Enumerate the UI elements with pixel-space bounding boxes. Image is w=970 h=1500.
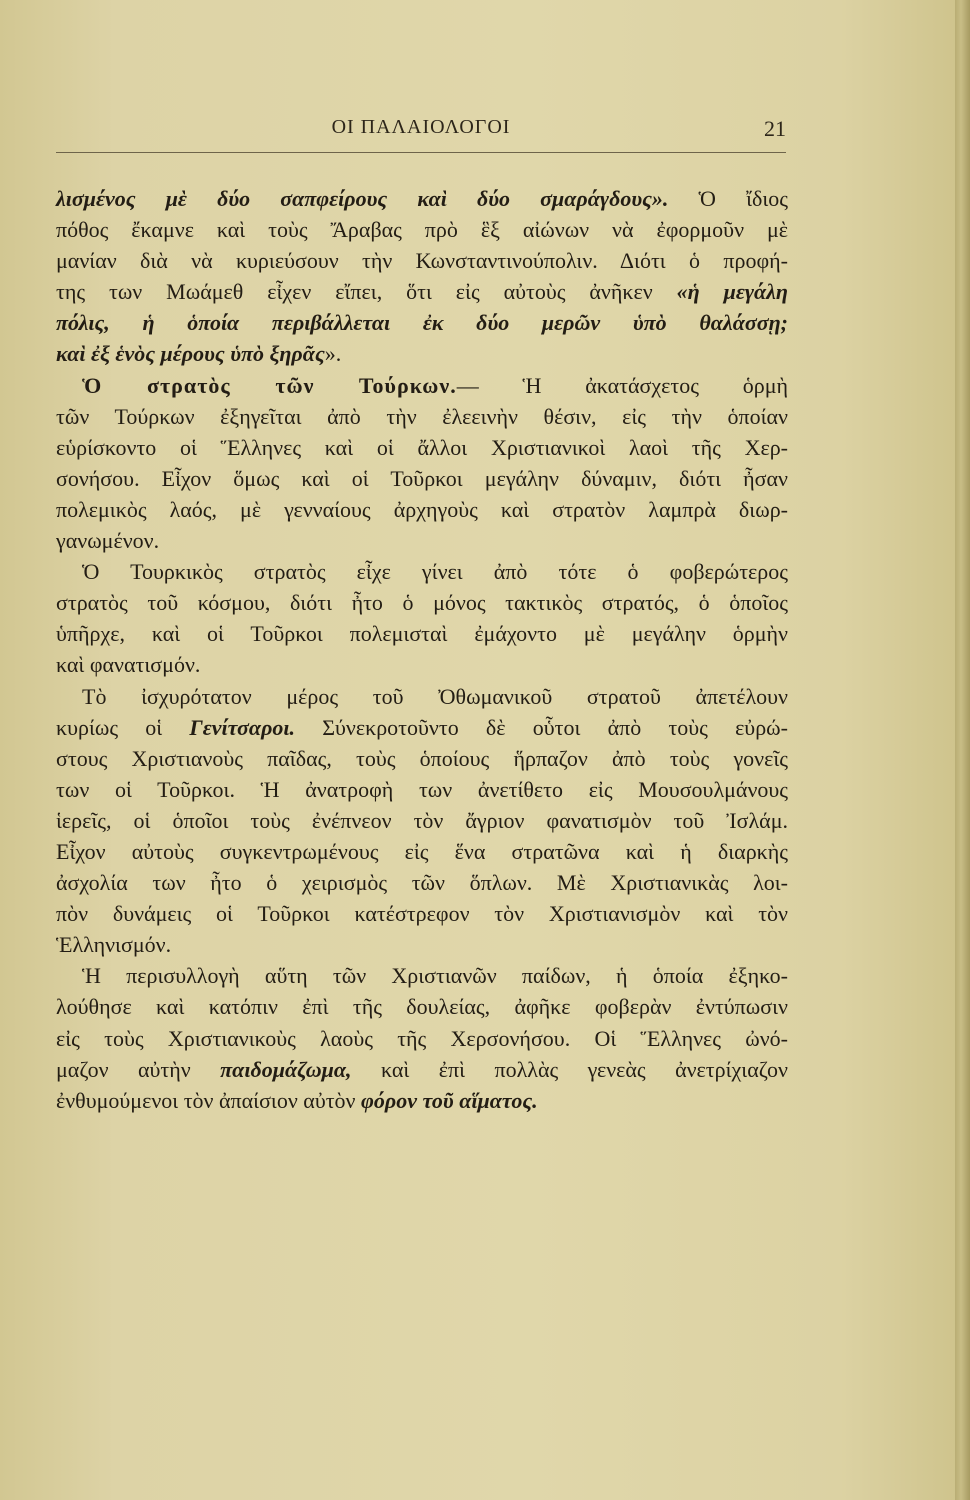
section-heading: Ὁ στρατὸς τῶν Τούρκων.	[82, 372, 457, 398]
text-run: πὸν δυνάμεις οἱ Τοῦρκοι κατέστρεφον τὸν Χριστιανισμὸν καὶ τὸν	[56, 901, 788, 927]
text-run: εὑρίσκοντο οἱ Ἕλληνες καὶ οἱ ἄλλοι Χριστιανικοὶ λαοὶ τῆς Χερ-	[56, 434, 788, 460]
text-line	[56, 867, 788, 898]
text-run: Σύνεκροτοῦντο δὲ οὗτοι ἀπὸ τοὺς εὐρώ-	[295, 714, 788, 740]
text-run: Ἡ περισυλλογὴ αὕτη τῶν Χριστιανῶν παίδων, ἡ ὁποία ἐξηκο-	[82, 963, 788, 989]
page-edge	[955, 0, 970, 1500]
text-line	[56, 214, 788, 245]
text-line	[56, 898, 788, 929]
text-run: ἱερεῖς, οἱ ὁποῖοι τοὺς ἐνέπνεον τὸν ἄγριον φανατισμὸν τοῦ Ἰσλάμ.	[56, 807, 788, 833]
text-run: πόθος ἔκαμνε καὶ τοὺς Ἄραβας πρὸ ἓξ αἰώνων νὰ ἐφορμοῦν μὲ	[56, 217, 788, 243]
text-run: τῶν Τούρκων ἐξηγεῖται ἀπὸ τὴν ἐλεεινὴν θέσιν, εἰς τὴν ὁποίαν	[56, 403, 788, 429]
emphasized-text: πόλις, ἡ ὁποία περιβάλλεται ἐκ δύο μερῶν ὑπὸ θαλάσσῃ;	[56, 310, 788, 336]
header-rule	[56, 152, 786, 153]
text-line	[56, 618, 788, 649]
text-line	[56, 338, 788, 369]
text-line	[56, 463, 788, 494]
text-run: στρατὸς τοῦ κόσμου, διότι ἦτο ὁ μόνος τακτικὸς στρατός, ὁ ὁποῖος	[56, 590, 788, 616]
text-line	[56, 929, 788, 960]
text-line	[56, 587, 788, 618]
body-text	[56, 183, 788, 1116]
text-run: Ἑλληνισμόν.	[56, 932, 172, 958]
text-run: καὶ ἐπὶ πολλὰς γενεὰς ἀνετρίχιαζον	[351, 1056, 788, 1082]
text-line	[56, 370, 788, 401]
text-line	[56, 494, 788, 525]
running-title: ΟΙ ΠΑΛΑΙΟΛΟΓΟΙ	[331, 116, 511, 138]
text-line	[56, 245, 788, 276]
emphasized-text: Γενίτσαροι.	[189, 714, 296, 740]
text-run: της των Μωάμεθ εἶχεν εἴπει, ὅτι εἰς αὐτοὺς ἀνῆκεν	[56, 279, 677, 305]
text-line	[56, 183, 788, 214]
text-line	[56, 307, 788, 338]
text-line	[56, 712, 788, 743]
text-line	[56, 1085, 788, 1116]
text-run: Ὁ ἴδιος	[668, 186, 788, 211]
text-line	[56, 525, 788, 556]
emphasized-text: παιδομάζωμα,	[220, 1056, 352, 1082]
text-line	[56, 1054, 788, 1085]
text-line	[56, 774, 788, 805]
text-line	[56, 276, 788, 307]
text-run: των οἱ Τοῦρκοι. Ἡ ἀνατροφὴ των ἀνετίθετο εἰς Μουσουλμάνους	[56, 776, 788, 802]
text-line	[56, 556, 788, 587]
emphasized-text: λισμένος μὲ δύο σαπφείρους καὶ δύο σμαράγδους».	[56, 186, 669, 211]
page-header	[56, 116, 786, 146]
text-run: γανωμένον.	[56, 528, 160, 554]
text-run: στους Χριστιανοὺς παῖδας, τοὺς ὁποίους ἥρπαζον ἀπὸ τοὺς γονεῖς	[56, 745, 788, 771]
text-line	[56, 960, 788, 991]
text-run: ἐνθυμούμενοι τὸν ἀπαίσιον αὐτὸν	[56, 1087, 362, 1113]
text-run: Τὸ ἰσχυρότατον μέρος τοῦ Ὀθωμανικοῦ στρατοῦ ἀπετέλουν	[82, 683, 788, 709]
text-run: καὶ φανατισμόν.	[56, 652, 201, 678]
text-run: μανίαν διὰ νὰ κυριεύσουν τὴν Κωνσταντινούπολιν. Διότι ὁ προφή-	[56, 248, 788, 274]
text-line	[56, 681, 788, 712]
text-run: Εἶχον αὐτοὺς συγκεντρωμένους εἰς ἕνα στρατῶνα καὶ ἡ διαρκὴς	[56, 838, 788, 864]
emphasized-text: «ἡ μεγάλη	[676, 279, 788, 305]
text-line	[56, 836, 788, 867]
text-line	[56, 743, 788, 774]
text-line	[56, 401, 788, 432]
text-run: — Ἡ ἀκατάσχετος ὁρμὴ	[456, 372, 788, 398]
text-run: εἰς τοὺς Χριστιανικοὺς λαοὺς τῆς Χερσονήσου. Οἱ Ἕλληνες ὠνό-	[56, 1025, 788, 1051]
text-run: ὑπῆρχε, καὶ οἱ Τοῦρκοι πολεμισταὶ ἐμάχοντο μὲ μεγάλην ὁρμὴν	[56, 621, 788, 647]
text-line	[56, 1023, 788, 1054]
emphasized-text: φόρον τοῦ αἵματος.	[361, 1087, 538, 1113]
text-run: κυρίως οἱ	[56, 714, 190, 740]
text-run: λούθησε καὶ κατόπιν ἐπὶ τῆς δουλείας, ἀφῆκε φοβερὰν ἐντύπωσιν	[56, 994, 788, 1020]
text-line	[56, 991, 788, 1022]
text-run: Ὁ Τουρκικὸς στρατὸς εἶχε γίνει ἀπὸ τότε ὁ φοβερώτερος	[82, 559, 788, 585]
text-line	[56, 432, 788, 463]
emphasized-text: καὶ ἐξ ἑνὸς μέρους ὑπὸ ξηρᾶς	[56, 341, 325, 367]
text-run: πολεμικὸς λαός, μὲ γενναίους ἀρχηγοὺς καὶ στρατὸν λαμπρὰ διωρ-	[56, 496, 788, 522]
text-run: ».	[324, 341, 342, 367]
text-run: μαζον αὐτὴν	[56, 1056, 221, 1082]
text-run: ἀσχολία των ἦτο ὁ χειρισμὸς τῶν ὅπλων. Μὲ Χριστιανικὰς λοι-	[56, 870, 788, 896]
text-line	[56, 649, 788, 680]
text-run: σονήσου. Εἶχον ὅμως καὶ οἱ Τοῦρκοι μεγάλην δύναμιν, διότι ἦσαν	[56, 465, 788, 491]
text-line	[56, 805, 788, 836]
page-number: 21	[764, 116, 786, 141]
